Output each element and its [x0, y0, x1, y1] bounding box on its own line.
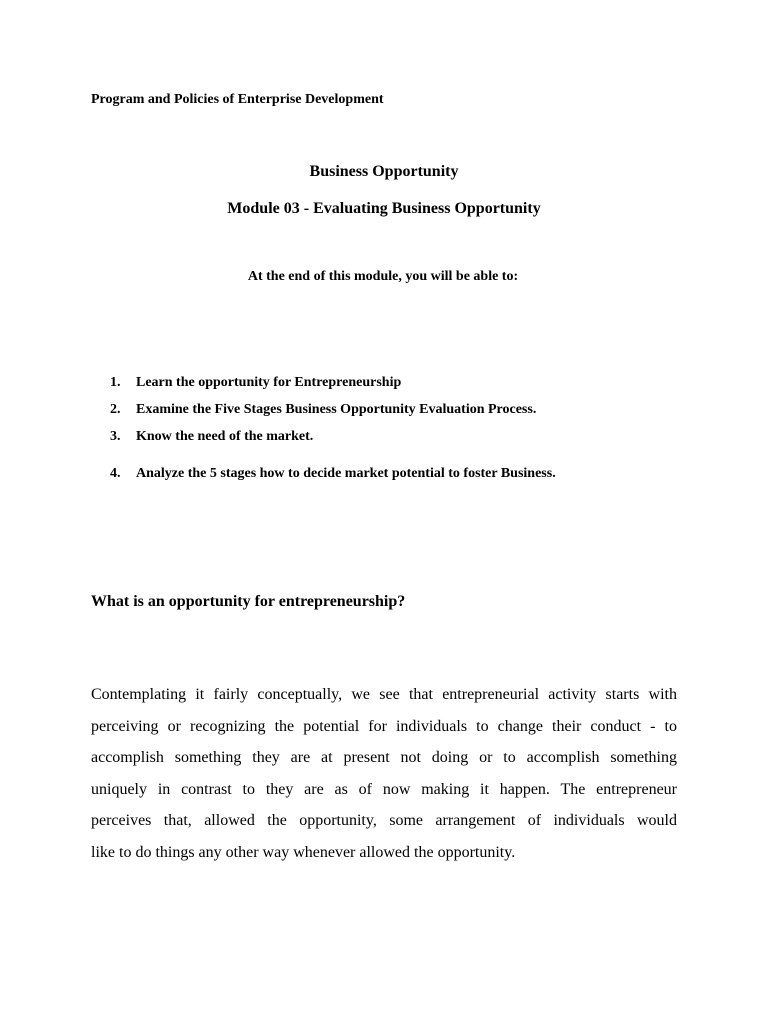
- objective-number: 2.: [110, 402, 121, 417]
- paragraph-line: like to do things any other way whenever allowed the opportunity.: [91, 843, 516, 861]
- course-title: Program and Policies of Enterprise Development: [91, 92, 384, 107]
- objective-text: Learn the opportunity for Entrepreneurship: [136, 375, 402, 390]
- paragraph-line: perceives that, allowed the opportunity, some arrangement of individuals would: [91, 812, 677, 829]
- paragraph-line: accomplish something they are at present not doing or to accomplish something: [91, 749, 677, 766]
- objective-item: [110, 374, 556, 401]
- objectives-intro: At the end of this module, you will be able to:: [247, 269, 519, 284]
- section-heading: What is an opportunity for entrepreneurship?: [91, 593, 406, 610]
- objective-text: Know the need of the market.: [136, 429, 314, 444]
- objective-item: [110, 428, 556, 455]
- document-title: Business Opportunity: [309, 163, 459, 180]
- paragraph-line: uniquely in contrast to they are as of now making it happen. The entrepreneur: [91, 780, 677, 798]
- objective-number: 1.: [110, 375, 121, 390]
- objective-text: Examine the Five Stages Business Opportunity Evaluation Process.: [136, 402, 537, 417]
- body-paragraph: [91, 679, 677, 868]
- objective-number: 4.: [110, 466, 121, 481]
- objective-item: [110, 465, 556, 492]
- paragraph-line: Contemplating it fairly conceptually, we see that entrepreneurial activity starts with: [91, 686, 677, 703]
- objective-text: Analyze the 5 stages how to decide market potential to foster Business.: [136, 466, 556, 481]
- objectives-list: [110, 374, 556, 492]
- objective-number: 3.: [110, 429, 121, 444]
- module-title: Module 03 - Evaluating Business Opportunity: [227, 200, 541, 217]
- objective-item: [110, 401, 556, 428]
- paragraph-line: perceiving or recognizing the potential for individuals to change their conduct - to: [91, 717, 677, 735]
